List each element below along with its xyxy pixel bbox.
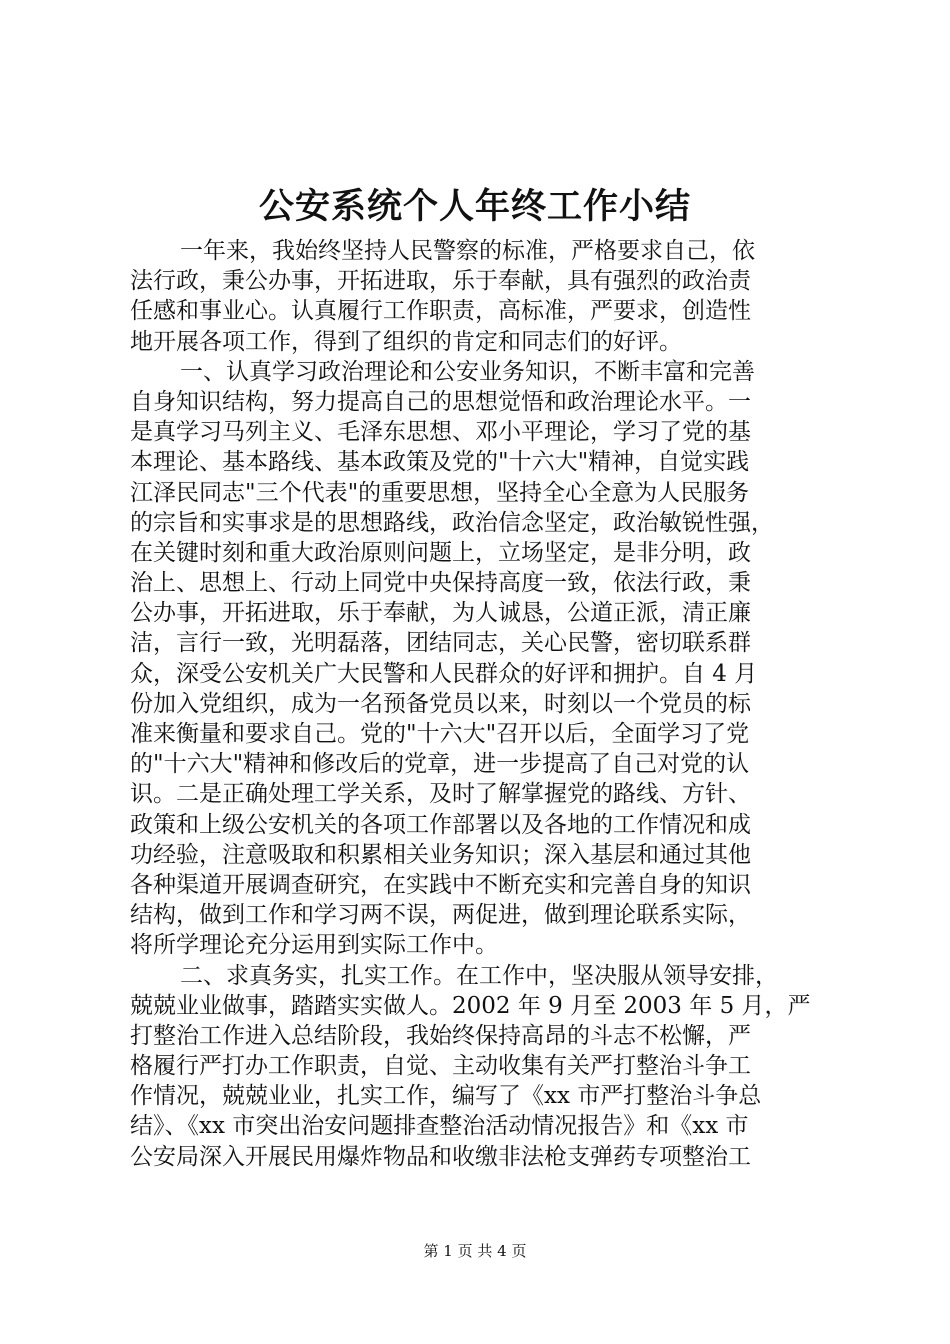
text-line: 本理论、基本路线、基本政策及党的"十六大"精神，自觉实践 — [130, 449, 750, 476]
text-line: 准来衡量和要求自己。党的"十六大"召开以后，全面学习了党 — [130, 721, 750, 747]
text-line: 功经验，注意吸取和积累相关业务知识；深入基层和通过其他 — [130, 841, 751, 868]
text-line: 一、认真学习政治理论和公安业务知识，不断丰富和完善 — [180, 358, 755, 385]
text-line: 的宗旨和实事求是的思想路线，政治信念坚定，政治敏锐性强， — [130, 509, 774, 536]
page-footer: 第 1 页 共 4 页 — [423, 1242, 527, 1260]
text-line: 公办事，开拓进取，乐于奉献，为人诚恳，公道正派，清正廉 — [130, 600, 751, 627]
text-line: 一年来，我始终坚持人民警察的标准，严格要求自己，依 — [180, 238, 755, 264]
text-line: 二、求真务实，扎实工作。在工作中，坚决服从领导安排， — [180, 962, 778, 989]
text-line: 众，深受公安机关广大民警和人民群众的好评和拥护。自 4 月 — [130, 660, 758, 687]
text-line: 各种渠道开展调查研究，在实践中不断充实和完善自身的知识 — [130, 871, 751, 898]
text-line: 识。二是正确处理工学关系，及时了解掌握党的路线、方针、 — [130, 781, 751, 808]
text-line: 公安局深入开展民用爆炸物品和收缴非法枪支弹药专项整治工 — [130, 1143, 751, 1170]
text-line: 洁，言行一致，光明磊落，团结同志，关心民警，密切联系群 — [130, 630, 751, 657]
text-line: 打整治工作进入总结阶段，我始终保持高昂的斗志不松懈，严 — [130, 1022, 751, 1049]
text-line: 任感和事业心。认真履行工作职责，高标准，严要求，创造性 — [130, 298, 751, 325]
text-line: 的"十六大"精神和修改后的党章，进一步提高了自己对党的认 — [130, 751, 750, 778]
text-line: 在关键时刻和重大政治原则问题上，立场坚定，是非分明，政 — [130, 539, 751, 566]
text-line: 格履行严打办工作职责，自觉、主动收集有关严打整治斗争工 — [130, 1053, 751, 1080]
text-line: 地开展各项工作，得到了组织的肯定和同志们的好评。 — [130, 328, 682, 355]
text-line: 法行政，秉公办事，开拓进取，乐于奉献，具有强烈的政治责 — [130, 268, 751, 295]
text-line: 将所学理论充分运用到实际工作中。 — [130, 932, 498, 959]
text-line: 政策和上级公安机关的各项工作部署以及各地的工作情况和成 — [130, 811, 751, 838]
document-body — [130, 236, 830, 1172]
text-line: 是真学习马列主义、毛泽东思想、邓小平理论，学习了党的基 — [130, 419, 751, 446]
text-line: 作情况，兢兢业业，扎实工作，编写了《xx 市严打整治斗争总 — [130, 1083, 762, 1110]
text-line: 结构，做到工作和学习两不误，两促进，做到理论联系实际， — [130, 902, 751, 929]
text-line: 兢兢业业做事，踏踏实实做人。2002 年 9 月至 2003 年 5 月，严 — [130, 992, 811, 1019]
text-line: 治上、思想上、行动上同党中央保持高度一致，依法行政，秉 — [130, 570, 751, 597]
page-title: 公安系统个人年终工作小结 — [258, 186, 691, 227]
text-line: 江泽民同志"三个代表"的重要思想，坚持全心全意为人民服务 — [130, 479, 750, 506]
text-line: 结》、《xx 市突出治安问题排查整治活动情况报告》和《xx 市 — [130, 1113, 749, 1140]
text-line: 份加入党组织，成为一名预备党员以来，时刻以一个党员的标 — [130, 690, 751, 717]
text-line: 自身知识结构，努力提高自己的思想觉悟和政治理论水平。一 — [130, 388, 751, 415]
